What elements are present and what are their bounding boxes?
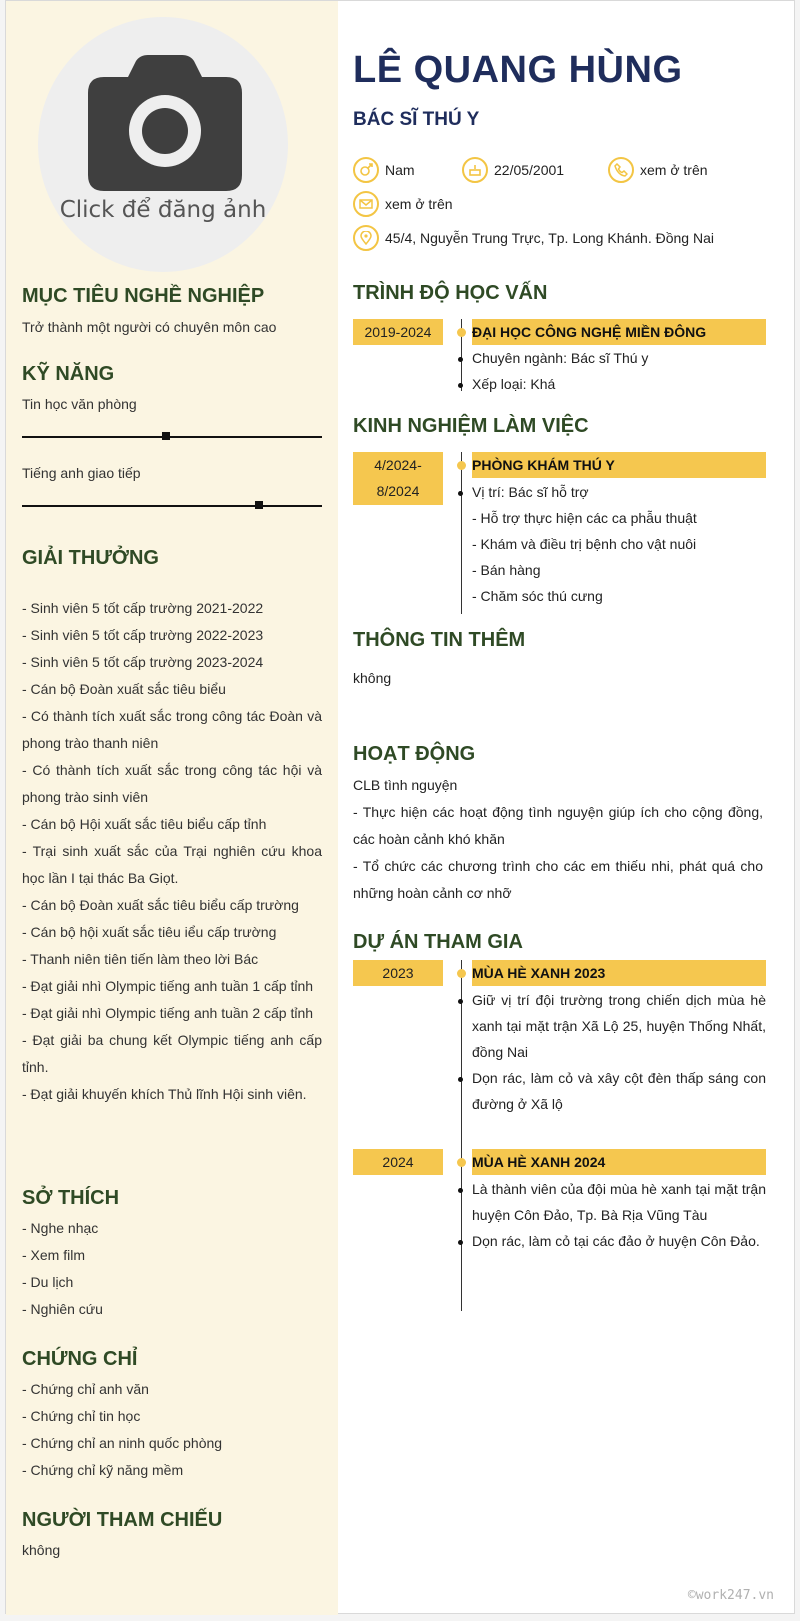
skill-label: Tin học văn phòng: [22, 396, 137, 412]
dob-value: 22/05/2001: [494, 162, 565, 178]
list-item: - Sinh viên 5 tốt cấp trường 2022-2023: [22, 627, 264, 643]
list-item: - Chứng chỉ an ninh quốc phòng: [22, 1435, 223, 1451]
list-item: - Đạt giải ba chung kết Olympic tiếng anh cấp tỉnh.: [22, 1032, 322, 1075]
list-item: - Có thành tích xuất sắc trong công tác hội và phong trào sinh viên: [22, 762, 322, 805]
skill-bar: [22, 505, 322, 507]
email-info: [353, 191, 453, 217]
references-heading: NGƯỜI THAM CHIẾU: [22, 1509, 223, 1531]
phone-info: [608, 157, 708, 183]
list-item: Dọn rác, làm cỏ và xây cột đèn thấp sáng con đường ở Xã lộ: [472, 1065, 766, 1117]
list-item: - Thực hiện các hoạt động tình nguyện giúp ích cho cộng đồng, các hoàn cảnh khó khăn: [353, 804, 763, 847]
gender-icon: [353, 157, 379, 183]
phone-value: xem ở trên: [640, 162, 708, 178]
timeline-line: [461, 960, 462, 1311]
candidate-role: BÁC SĨ THÚ Y: [353, 109, 480, 130]
timeline-dot: [457, 328, 466, 337]
camera-icon: [88, 55, 242, 191]
list-item: - Chứng chỉ anh văn: [22, 1381, 149, 1397]
list-item: - Du lịch: [22, 1274, 74, 1290]
dob-info: [462, 157, 564, 183]
experience-company: PHÒNG KHÁM THÚ Y: [472, 452, 766, 478]
list-item: - Trại sinh xuất sắc của Trại nghiên cứu khoa học lần I tại thác Ba Giọt.: [22, 843, 322, 886]
projects-heading: DỰ ÁN THAM GIA: [353, 931, 523, 953]
list-item: - Đạt giải nhì Olympic tiếng anh tuần 2 cấp tỉnh: [22, 1005, 314, 1021]
project-name: MÙA HÈ XANH 2023: [472, 960, 766, 986]
project-details: [472, 1176, 766, 1254]
list-item: - Cán bộ Đoàn xuất sắc tiêu biểu: [22, 681, 226, 697]
address-value: 45/4, Nguyễn Trung Trực, Tp. Long Khánh. Đồng Nai: [385, 230, 714, 246]
list-item: - Chứng chỉ tin học: [22, 1408, 141, 1424]
project-date: 2023: [353, 960, 443, 986]
skills-heading: KỸ NĂNG: [22, 363, 115, 385]
extra-text: không: [353, 670, 392, 686]
list-item: - Sinh viên 5 tốt cấp trường 2021-2022: [22, 600, 264, 616]
experience-heading: KINH NGHIỆM LÀM VIỆC: [353, 415, 589, 437]
list-item: - Đạt giải nhì Olympic tiếng anh tuần 1 cấp tỉnh: [22, 978, 314, 994]
list-item: Là thành viên của đội mùa hè xanh tại mặt trận huyện Côn Đảo, Tp. Bà Rịa Vũng Tàu: [472, 1176, 766, 1228]
timeline-dot: [457, 969, 466, 978]
project-date: 2024: [353, 1149, 443, 1175]
email-value: xem ở trên: [385, 196, 453, 212]
list-item: - Thanh niên tiên tiến làm theo lời Bác: [22, 951, 259, 967]
list-item: - Cán bộ hội xuất sắc tiêu iểu cấp trường: [22, 924, 277, 940]
experience-date-start: 4/2024-: [374, 457, 422, 473]
education-school: ĐẠI HỌC CÔNG NGHỆ MIỀN ĐÔNG: [472, 319, 766, 345]
list-item: - Xem film: [22, 1247, 85, 1263]
list-item: - Chứng chỉ kỹ năng mềm: [22, 1462, 184, 1478]
extra-heading: THÔNG TIN THÊM: [353, 629, 526, 651]
timeline-line: [461, 452, 462, 614]
list-item: Xếp loại: Khá: [472, 371, 766, 397]
address-info: [353, 225, 714, 251]
list-item: - Nghe nhạc: [22, 1220, 99, 1236]
hobbies-heading: SỞ THÍCH: [22, 1187, 120, 1209]
list-item: CLB tình nguyện: [353, 777, 458, 793]
experience-date: [353, 452, 443, 505]
references-text: không: [22, 1542, 61, 1558]
list-item: - Bán hàng: [472, 562, 541, 578]
hobbies-list: [22, 1215, 322, 1323]
education-heading: TRÌNH ĐỘ HỌC VẤN: [353, 282, 548, 304]
gender-value: Nam: [385, 162, 415, 178]
project-details: [472, 987, 766, 1117]
cv-page: [5, 0, 795, 1614]
list-item: Dọn rác, làm cỏ tại các đảo ở huyện Côn Đảo.: [472, 1228, 766, 1254]
list-item: - Cán bộ Đoàn xuất sắc tiêu biểu cấp trường: [22, 897, 299, 913]
list-item: Giữ vị trí đội trường trong chiến dịch mùa hè xanh tại mặt trận Xã Lộ 25, huyện Thống Nhất, đồng Nai: [472, 987, 766, 1065]
sidebar: [6, 1, 338, 1615]
skill-level-marker: [162, 432, 170, 440]
skill-bar: [22, 436, 322, 438]
photo-upload-label: Click để đăng ảnh: [59, 197, 267, 223]
education-date: 2019-2024: [353, 319, 443, 345]
list-item: Chuyên ngành: Bác sĩ Thú y: [472, 345, 766, 371]
list-item: - Cán bộ Hội xuất sắc tiêu biểu cấp tỉnh: [22, 816, 267, 832]
education-details: [472, 345, 766, 397]
map-pin-icon: [353, 225, 379, 251]
email-icon: [353, 191, 379, 217]
activities-heading: HOẠT ĐỘNG: [353, 743, 476, 765]
list-item: Vị trí: Bác sĩ hỗ trợ: [472, 479, 766, 505]
list-item: - Hỗ trợ thực hiện các ca phẫu thuật: [472, 510, 697, 526]
project-name: MÙA HÈ XANH 2024: [472, 1149, 766, 1175]
skill-label: Tiếng anh giao tiếp: [22, 465, 141, 481]
timeline-dot: [457, 1158, 466, 1167]
photo-upload[interactable]: [38, 17, 288, 272]
awards-heading: GIẢI THƯỞNG: [22, 547, 159, 569]
gender-info: [353, 157, 415, 183]
list-item: - Sinh viên 5 tốt cấp trường 2023-2024: [22, 654, 264, 670]
list-item: - Nghiên cứu: [22, 1301, 103, 1317]
watermark: ©work247.vn: [687, 1588, 774, 1603]
activities-list: [353, 772, 763, 907]
birthday-cake-icon: [462, 157, 488, 183]
certificates-heading: CHỨNG CHỈ: [22, 1348, 138, 1370]
timeline-dot: [457, 461, 466, 470]
skill-level-marker: [255, 501, 263, 509]
objective-heading: MỤC TIÊU NGHỀ NGHIỆP: [22, 285, 265, 307]
list-item: - Khám và điều trị bệnh cho vật nuôi: [472, 536, 697, 552]
experience-date-end: 8/2024: [376, 483, 420, 499]
candidate-name: LÊ QUANG HÙNG: [353, 49, 683, 91]
experience-details: [472, 479, 766, 609]
certificates-list: [22, 1376, 322, 1484]
list-item: - Chăm sóc thú cưng: [472, 588, 603, 604]
list-item: - Đạt giải khuyến khích Thủ lĩnh Hội sinh viên.: [22, 1086, 307, 1102]
objective-text: Trở thành một người có chuyên môn cao: [22, 319, 277, 335]
list-item: - Tổ chức các chương trình cho các em thiếu nhi, phát quá cho những hoàn cảnh cơ nhỡ: [353, 858, 763, 901]
awards-list: [22, 595, 322, 1108]
list-item: - Có thành tích xuất sắc trong công tác Đoàn và phong trào thanh niên: [22, 708, 322, 751]
phone-icon: [608, 157, 634, 183]
